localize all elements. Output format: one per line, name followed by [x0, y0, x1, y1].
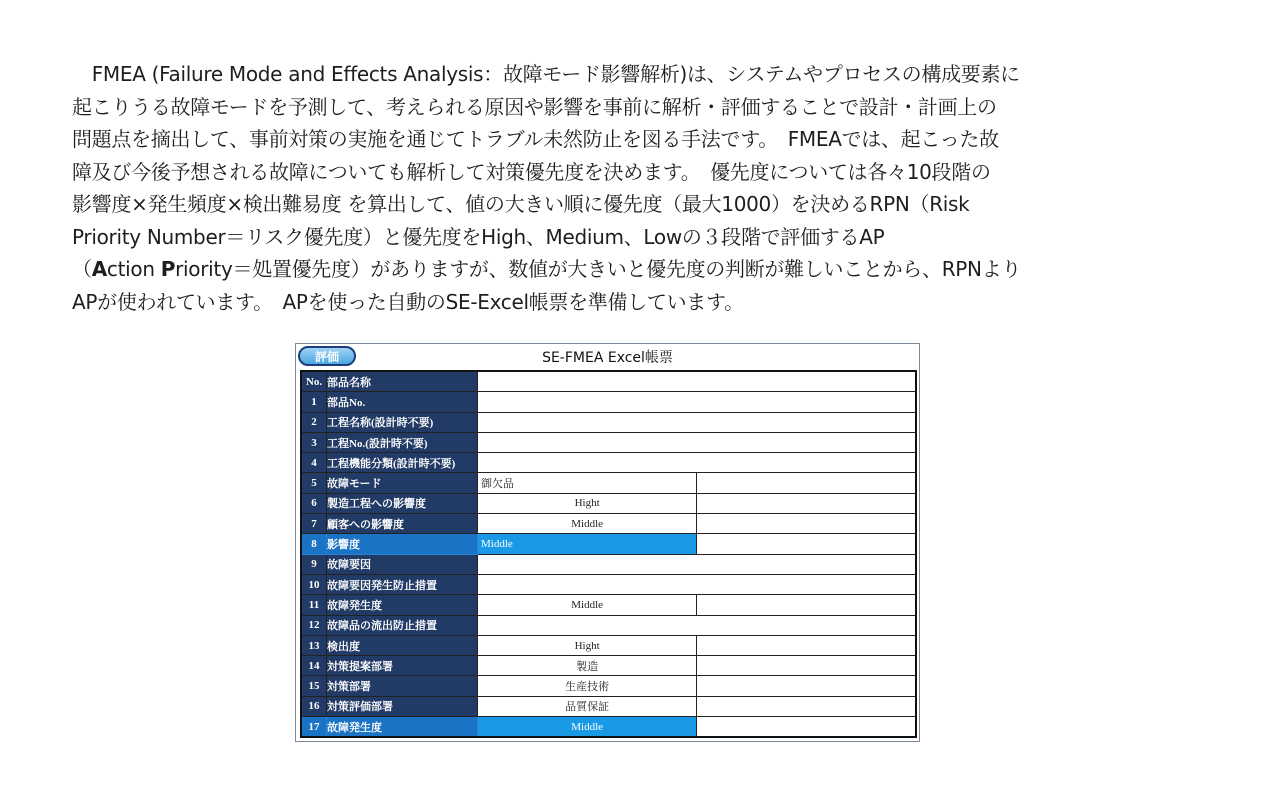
row-value[interactable]: 生産技術 [478, 676, 697, 696]
bold-p: P [160, 257, 176, 281]
row-input[interactable] [697, 493, 916, 513]
evaluate-button[interactable]: 評価 [298, 346, 356, 366]
table-row [301, 514, 916, 534]
row-label: 対策提案部署 [327, 656, 478, 676]
table-row [301, 453, 916, 473]
table-row [301, 615, 916, 635]
row-label: 対策評価部署 [327, 696, 478, 716]
paragraph-line: 影響度×発生頻度×検出難易度 を算出して、値の大きい順に優先度（最大1000）を決めるRPN（Risk [72, 192, 970, 216]
row-number: 10 [301, 574, 327, 594]
paragraph-line: 障及び今後予想される故障についても解析して対策優先度を決めます。 優先度については各々10段階の [72, 159, 991, 184]
row-input[interactable] [697, 696, 916, 716]
row-value[interactable]: Middle [478, 595, 697, 615]
row-number: 12 [301, 615, 327, 635]
row-input[interactable] [478, 392, 917, 412]
row-number: 9 [301, 554, 327, 574]
row-number: 4 [301, 453, 327, 473]
row-label: 部品No. [327, 392, 478, 412]
row-number: 6 [301, 493, 327, 513]
row-label: 検出度 [327, 635, 478, 655]
table-row [301, 473, 916, 493]
row-input[interactable] [697, 514, 916, 534]
row-input[interactable] [697, 676, 916, 696]
paragraph-line: APが使われています。 APを使った自動のSE-Excel帳票を準備しています。 [72, 289, 744, 314]
row-number: 2 [301, 412, 327, 432]
row-number: 15 [301, 676, 327, 696]
row-value[interactable]: Middle [478, 534, 697, 554]
paragraph-line: 問題点を摘出して、事前対策の実施を通じてトラブル未然防止を図る手法です。 FMEAでは、起こった故 [72, 127, 999, 151]
row-value[interactable]: Hight [478, 635, 697, 655]
table-row [301, 717, 916, 738]
row-input[interactable] [478, 574, 917, 594]
row-input[interactable] [478, 432, 917, 452]
row-input[interactable] [697, 717, 916, 738]
row-value[interactable]: Hight [478, 493, 697, 513]
row-number: 16 [301, 696, 327, 716]
row-label: 影響度 [327, 534, 478, 554]
text-rest: riority＝処置優先度）がありますが、数値が大きいと優先度の判断が難しいことから、RPNより [175, 257, 1022, 281]
table-row [301, 676, 916, 696]
header-no: No. [301, 371, 327, 392]
row-input[interactable] [697, 595, 916, 615]
row-value[interactable]: Middle [478, 717, 697, 738]
table-row [301, 656, 916, 676]
table-row [301, 534, 916, 554]
row-label: 故障要因 [327, 554, 478, 574]
paragraph-line: 起こりうる故障モードを予測して、考えられる原因や影響を事前に解析・評価することで設計・計画上の [72, 94, 997, 119]
fmea-form-table [300, 370, 917, 738]
row-input[interactable] [697, 635, 916, 655]
table-row [301, 635, 916, 655]
paragraph-line: Priority Number＝リスク優先度）と優先度をHigh、Medium、Lowの３段階で評価するAP [72, 224, 885, 249]
row-number: 1 [301, 392, 327, 412]
row-input[interactable] [478, 615, 917, 635]
table-row [301, 412, 916, 432]
paragraph-line: FMEA (Failure Mode and Effects Analysis：故障モード影響解析)は、システムやプロセスの構成要素に [72, 62, 1020, 86]
text-ction: ction [106, 257, 161, 281]
row-label: 故障発生度 [327, 717, 478, 738]
row-number: 14 [301, 656, 327, 676]
row-label: 製造工程への影響度 [327, 493, 478, 513]
row-value[interactable]: Middle [478, 514, 697, 534]
bold-a: A [91, 257, 107, 281]
table-header-row [301, 371, 916, 392]
table-row [301, 432, 916, 452]
sheet-header [296, 344, 919, 370]
row-value[interactable]: 御欠品 [478, 473, 697, 493]
row-input[interactable] [697, 656, 916, 676]
table-row [301, 493, 916, 513]
fmea-excel-sheet [295, 343, 920, 742]
paragraph-line [72, 253, 1172, 286]
row-label: 工程No.(設計時不要) [327, 432, 478, 452]
table-row [301, 392, 916, 412]
table-row [301, 595, 916, 615]
row-number: 13 [301, 635, 327, 655]
row-input[interactable] [478, 412, 917, 432]
row-label: 故障発生度 [327, 595, 478, 615]
row-value[interactable]: 製造 [478, 656, 697, 676]
row-number: 17 [301, 717, 327, 738]
row-label: 故障品の流出防止措置 [327, 615, 478, 635]
row-number: 7 [301, 514, 327, 534]
row-value[interactable]: 品質保証 [478, 696, 697, 716]
table-row [301, 574, 916, 594]
paren-open: （ [72, 257, 92, 281]
row-input[interactable] [478, 453, 917, 473]
header-name: 部品名称 [327, 371, 478, 392]
row-label: 工程名称(設計時不要) [327, 412, 478, 432]
table-row [301, 696, 916, 716]
part-name-input[interactable] [478, 371, 917, 392]
row-number: 3 [301, 432, 327, 452]
row-number: 5 [301, 473, 327, 493]
row-number: 8 [301, 534, 327, 554]
row-label: 工程機能分類(設計時不要) [327, 453, 478, 473]
row-label: 故障モード [327, 473, 478, 493]
row-input[interactable] [697, 473, 916, 493]
intro-paragraph [72, 58, 1172, 318]
row-label: 対策部署 [327, 676, 478, 696]
row-input[interactable] [478, 554, 917, 574]
row-label: 顧客への影響度 [327, 514, 478, 534]
row-label: 故障要因発生防止措置 [327, 574, 478, 594]
row-input[interactable] [697, 534, 916, 554]
table-row [301, 554, 916, 574]
row-number: 11 [301, 595, 327, 615]
sheet-title: SE-FMEA Excel帳票 [542, 350, 673, 366]
